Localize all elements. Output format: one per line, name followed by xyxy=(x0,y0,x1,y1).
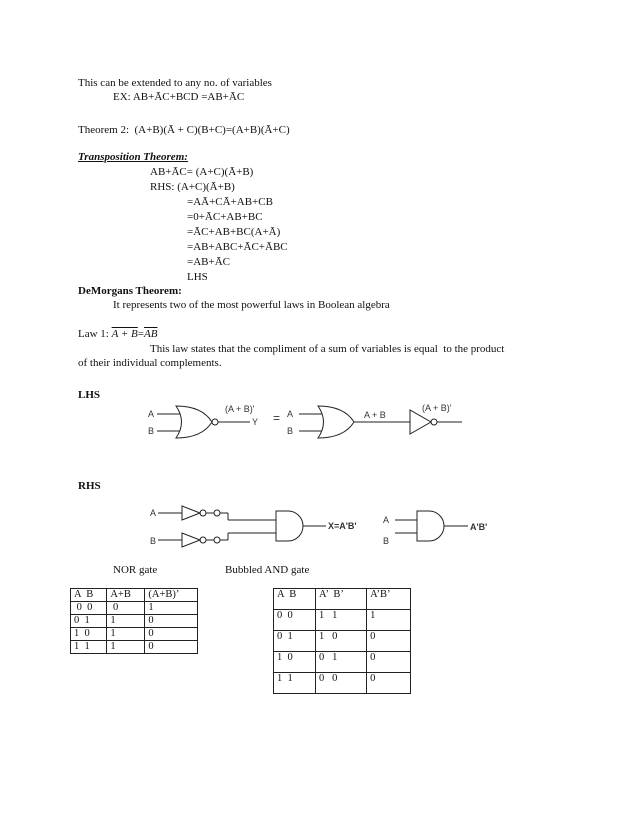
table-cell: 0 xyxy=(145,628,198,641)
equals-sign: = xyxy=(273,411,281,425)
derivation-line: =AB+ĀC xyxy=(187,256,230,268)
table-cell: 0 0 xyxy=(316,673,367,694)
table-cell: 0 xyxy=(145,641,198,654)
table-cell: 0 1 xyxy=(71,615,107,628)
table-cell: 1 1 xyxy=(274,673,316,694)
table-row xyxy=(274,673,411,694)
table-cell: 1 xyxy=(107,641,145,654)
theorem-2: Theorem 2: (A+B)(Ā + C)(B+C)=(A+B)(Ā+C) xyxy=(78,124,290,136)
nor-caption: NOR gate xyxy=(113,564,158,576)
derivation-line: =ĀC+AB+BC(A+Ā) xyxy=(187,226,281,238)
table-cell: 0 1 xyxy=(274,631,316,652)
table-cell: 0 xyxy=(145,615,198,628)
table-header-row xyxy=(71,589,198,602)
header-cell: A’B’ xyxy=(367,589,411,610)
demorgan-heading: DeMorgans Theorem: xyxy=(78,285,182,297)
nor-output-label: (A + B)' xyxy=(225,404,255,414)
text-line: This law states that the compliment of a sum of variables is equal to the product xyxy=(150,343,505,355)
table-cell: 1 0 xyxy=(274,652,316,673)
input-b-label: B xyxy=(287,426,294,436)
header-cell: A B xyxy=(71,589,107,602)
table-row xyxy=(71,628,198,641)
table-cell: 0 0 xyxy=(71,602,107,615)
derivation-line: LHS xyxy=(187,271,208,283)
input-b-label: B xyxy=(383,536,390,546)
table-row xyxy=(274,610,411,631)
input-b-label: B xyxy=(148,426,155,436)
table-cell: 0 xyxy=(367,673,411,694)
table-row xyxy=(71,602,198,615)
table-row xyxy=(274,652,411,673)
nor-truth-table xyxy=(70,588,198,654)
table-row xyxy=(274,631,411,652)
table-cell: 0 1 xyxy=(316,652,367,673)
transposition-heading: Transposition Theorem: xyxy=(78,151,188,163)
table-row xyxy=(71,641,198,654)
derivation-line: AB+ĀC= (A+C)(Ā+B) xyxy=(150,166,254,178)
bubbled-and-truth-table xyxy=(273,588,411,694)
law-1: Law 1: $A + B=\overline{AB}$ xyxy=(78,328,158,340)
input-a-label: A xyxy=(150,508,157,518)
rhs-label: RHS xyxy=(78,480,101,492)
header-cell: A B xyxy=(274,589,316,610)
derivation-line: =0+ĀC+AB+BC xyxy=(187,211,263,223)
derivation-line: RHS: (A+C)(Ā+B) xyxy=(150,181,235,193)
and-output-label: X=A'B' xyxy=(328,521,357,531)
input-a-label: A xyxy=(287,409,294,419)
derivation-line: =AB+ABC+ĀC+ĀBC xyxy=(187,241,288,253)
table-row xyxy=(71,615,198,628)
table-cell: 1 xyxy=(107,628,145,641)
lhs-gate-diagram xyxy=(140,398,480,446)
table-cell: 0 xyxy=(367,652,411,673)
table-cell: 1 1 xyxy=(316,610,367,631)
table-cell: 0 xyxy=(367,631,411,652)
table-cell: 1 0 xyxy=(316,631,367,652)
bubbled-and-caption: Bubbled AND gate xyxy=(225,564,310,576)
lhs-label: LHS xyxy=(78,389,101,401)
rhs-gate-diagram xyxy=(140,496,510,554)
input-b-label: B xyxy=(150,536,157,546)
header-cell: A’ B’ xyxy=(316,589,367,610)
table-cell: 1 xyxy=(107,615,145,628)
table-cell: 1 0 xyxy=(71,628,107,641)
derivation-line: =AĀ+CĀ+AB+CB xyxy=(187,196,273,208)
text-line: It represents two of the most powerful laws in Boolean algebra xyxy=(113,299,390,311)
example-line: EX: AB+ĀC+BCD =AB+ĀC xyxy=(113,91,245,103)
final-output-label: A'B' xyxy=(470,522,488,532)
input-a-label: A xyxy=(383,515,390,525)
text-line: This can be extended to any no. of variables xyxy=(78,77,272,89)
y-label: Y xyxy=(252,417,259,427)
or-output-label: A + B xyxy=(364,410,386,420)
table-cell: 1 1 xyxy=(71,641,107,654)
table-cell: 1 xyxy=(145,602,198,615)
text-line: of their individual complements. xyxy=(78,357,222,369)
table-header-row xyxy=(274,589,411,610)
not-output-label: (A + B)' xyxy=(422,403,452,413)
header-cell: (A+B)’ xyxy=(145,589,198,602)
table-cell: 1 xyxy=(367,610,411,631)
table-cell: 0 0 xyxy=(274,610,316,631)
table-cell: 0 xyxy=(107,602,145,615)
input-a-label: A xyxy=(148,409,155,419)
header-cell: A+B xyxy=(107,589,145,602)
